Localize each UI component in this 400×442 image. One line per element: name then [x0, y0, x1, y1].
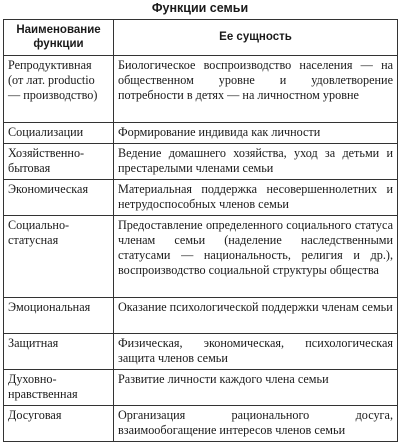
- function-name-cell: Защитная: [4, 334, 114, 370]
- function-essence-cell: Ведение домашнего хозяйства, уход за детьми и престарелыми членами семьи: [114, 144, 398, 180]
- table-row: [4, 298, 398, 334]
- table-row: [4, 216, 398, 298]
- table-row: [4, 370, 398, 406]
- family-functions-table: [3, 19, 398, 442]
- table-row: [4, 144, 398, 180]
- function-name-cell: Хозяйственно-бытовая: [4, 144, 114, 180]
- function-name-cell: Духовно-нравственная: [4, 370, 114, 406]
- table-row: [4, 180, 398, 216]
- table-row: [4, 334, 398, 370]
- function-essence-cell: Биологическое воспроизводство населения — на общественном уровне и удовлетворение потребности в детях — на личностном уровне: [114, 56, 398, 123]
- function-essence-cell: Физическая, экономическая, психологическая защита членов семьи: [114, 334, 398, 370]
- function-name-cell: Экономическая: [4, 180, 114, 216]
- header-essence: Ее сущность: [114, 20, 398, 56]
- table-row: [4, 56, 398, 123]
- function-name-cell: Эмоциональная: [4, 298, 114, 334]
- function-name-cell: Репродуктивная (от лат. productio — производство): [4, 56, 114, 123]
- table-header-row: [4, 20, 398, 56]
- function-essence-cell: Организация рационального досуга, взаимообогащение интересов членов семьи: [114, 406, 398, 442]
- function-essence-cell: Оказание психологической поддержки членам семьи: [114, 298, 398, 334]
- function-name-cell: Досуговая: [4, 406, 114, 442]
- table-row: [4, 123, 398, 144]
- function-name-cell: Социализации: [4, 123, 114, 144]
- function-essence-cell: Материальная поддержка несовершеннолетних и нетрудоспособных членов семьи: [114, 180, 398, 216]
- function-essence-cell: Формирование индивида как личности: [114, 123, 398, 144]
- table-title: Функции семьи: [151, 1, 249, 15]
- function-essence-cell: Предоставление определенного социального статуса членам семьи (наделение наследственными статусами — национальность, религия и др.), воспроизводство социальной структуры общества: [114, 216, 398, 298]
- header-function-name: Наименование функции: [4, 20, 114, 56]
- function-name-cell: Социально-статусная: [4, 216, 114, 298]
- function-essence-cell: Развитие личности каждого члена семьи: [114, 370, 398, 406]
- table-row: [4, 406, 398, 442]
